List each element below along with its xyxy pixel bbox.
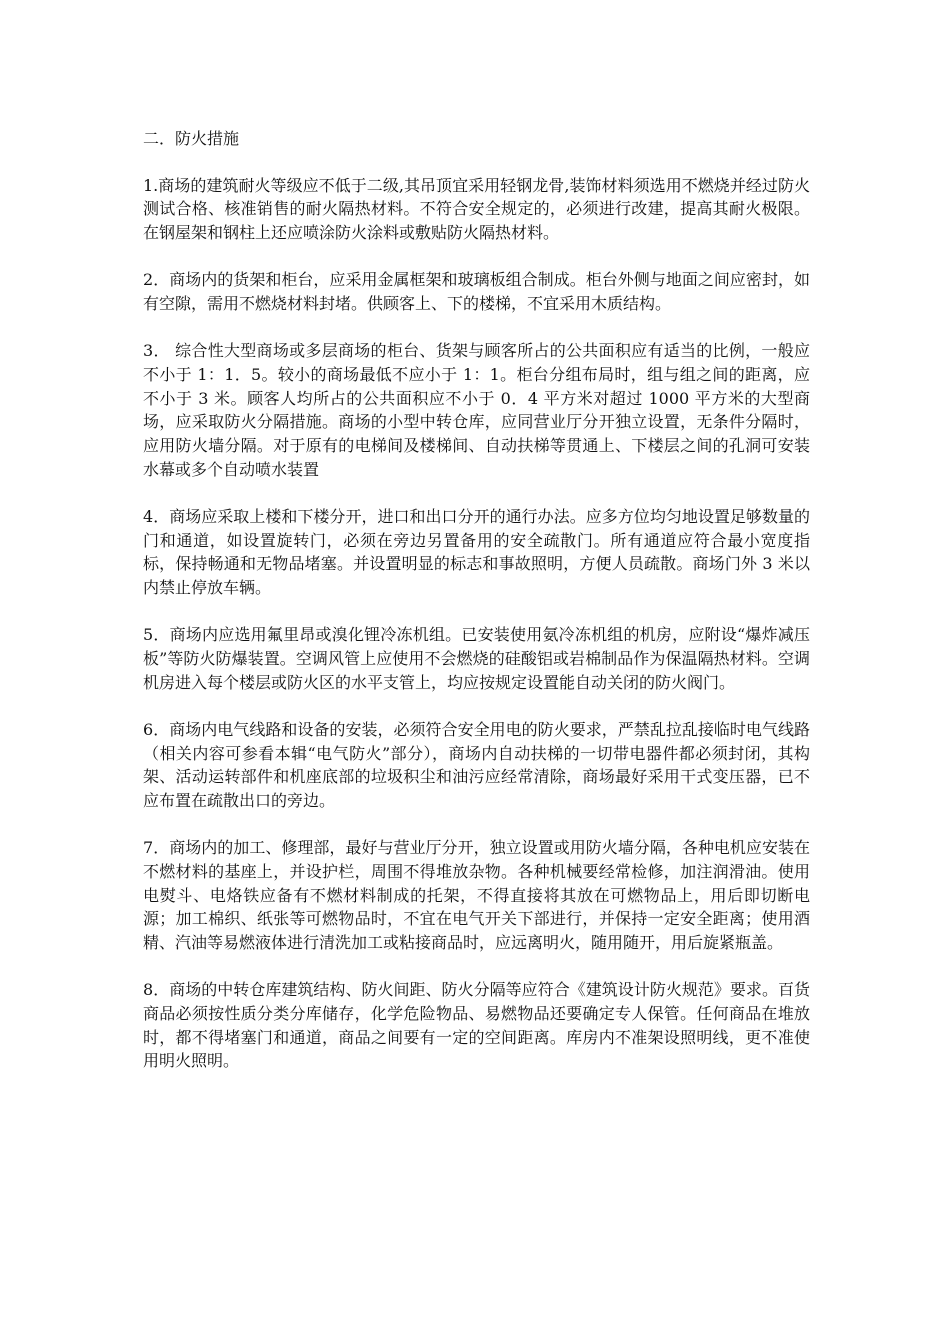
paragraph-2: 2．商场内的货架和柜台，应采用金属框架和玻璃板组合制成。柜台外侧与地面之间应密封，如有空隙，需用不燃烧材料封堵。供顾客上、下的楼梯，不宜采用木质结构。 (143, 270, 810, 314)
document-body (143, 127, 810, 1097)
section-heading: 二．防火措施 (143, 129, 240, 148)
paragraph-5: 5．商场内应选用氟里昂或溴化锂冷冻机组。已安装使用氨冷冻机组的机房，应附设“爆炸减压板”等防火防爆装置。空调风管上应使用不会燃烧的硅酸铝或岩棉制品作为保温隔热材料。空调机房进入每个楼层或防火区的水平支管上，均应按规定设置能自动关闭的防火阀门。 (143, 625, 810, 692)
paragraph-3: 3． 综合性大型商场或多层商场的柜台、货架与顾客所占的公共面积应有适当的比例，一般应不小于 1：1．5。较小的商场最低不应小于 1：1。柜台分组布局时，组与组之间的距离，应不小于 3 米。顾客人均所占的公共面积应不小于 0．4 平方米对超过 1000 平方米的大型商场，应采取防火分隔措施。商场的小型中转仓库，应同营业厅分开独立设置，无条件分隔时，应用防火墙分隔。对于原有的电梯间及楼梯间、自动扶梯等贯通上、下楼层之间的孔洞可安装水幕或多个自动喷水装置 (143, 341, 810, 479)
paragraph-8: 8．商场的中转仓库建筑结构、防火间距、防火分隔等应符合《建筑设计防火规范》要求。百货商品必须按性质分类分库储存，化学危险物品、易燃物品还要确定专人保管。任何商品在堆放时，都不得堵塞门和通道，商品之间要有一定的空间距离。库房内不准架设照明线，更不准使用明火照明。 (143, 980, 810, 1071)
paragraph-6: 6．商场内电气线路和设备的安装，必须符合安全用电的防火要求，严禁乱拉乱接临时电气线路（相关内容可参看本辑“电气防火”部分），商场内自动扶梯的一切带电器件都必须封闭，其构架、活动运转部件和机座底部的垃圾积尘和油污应经常清除，商场最好采用干式变压器，已不应布置在疏散出口的旁边。 (143, 719, 810, 810)
paragraph-7: 7．商场内的加工、修理部，最好与营业厅分开，独立设置或用防火墙分隔，各种电机应安装在不燃材料的基座上，并设护栏，周围不得堆放杂物。各种机械要经常检修，加注润滑油。使用电熨斗、电烙铁应备有不燃材料制成的托架，不得直接将其放在可燃物品上，用后即切断电源；加工棉织、纸张等可燃物品时，不宜在电气开关下部进行，并保持一定安全距离；使用酒精、汽油等易燃液体进行清洗加工或粘接商品时，应远离明火，随用随开，用后旋紧瓶盖。 (143, 838, 810, 952)
paragraph-1: 1.商场的建筑耐火等级应不低于二级,其吊顶宜采用轻钢龙骨,装饰材料须选用不燃烧并经过防火测试合格、核准销售的耐火隔热材料。不符合安全规定的，必须进行改建，提高其耐火极限。在钢屋架和钢柱上还应喷涂防火涂料或敷贴防火隔热材料。 (143, 175, 810, 243)
paragraph-4: 4．商场应采取上楼和下楼分开，进口和出口分开的通行办法。应多方位均匀地设置足够数量的门和通道，如设置旋转门，必须在旁边另置备用的安全疏散门。所有通道应符合最小宽度指标，保持畅通和无物品堵塞。并设置明显的标志和事故照明，方便人员疏散。商场门外 3 米以内禁止停放车辆。 (143, 506, 810, 598)
